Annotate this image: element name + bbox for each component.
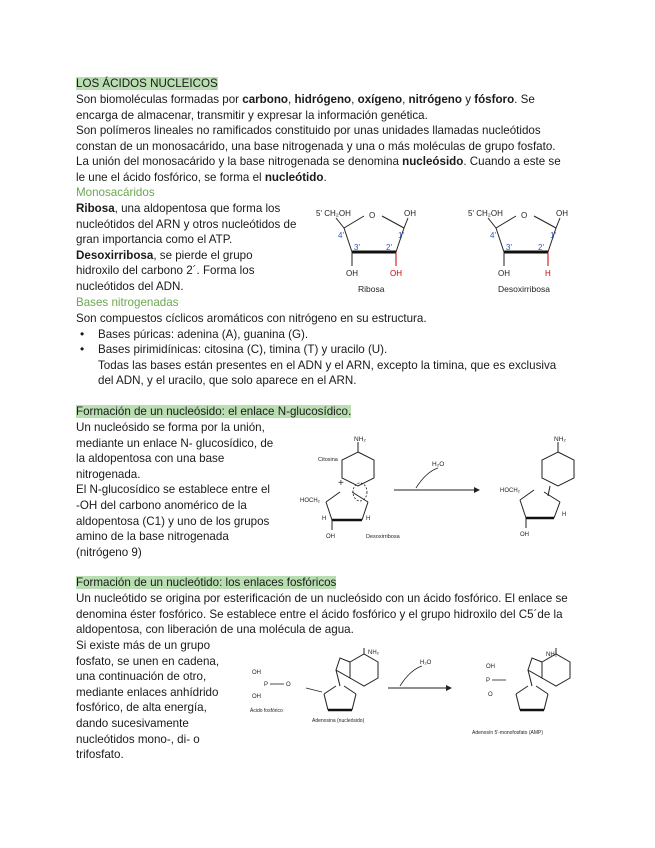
list-item: • Bases púricas: adenina (A), guanina (G). xyxy=(76,327,576,343)
intro-line: Son polímeros lineales no ramificados constituido por unas unidades llamadas nucleótidos xyxy=(76,124,541,138)
page-title: LOS ÁCIDOS NUCLEICOS xyxy=(76,77,218,90)
oh-label: OH xyxy=(252,694,261,700)
sugar-label: Desoxirribosa xyxy=(366,534,400,540)
h-label: H xyxy=(545,269,551,278)
section-heading-nucleotido: Formación de un nucleótido: los enlaces fosfóricos xyxy=(76,576,337,589)
nh2-label: NH₂ xyxy=(546,652,557,658)
c4-label: 4' xyxy=(490,231,496,240)
c3-label: 3' xyxy=(354,243,360,252)
nh2-label: NH₂ xyxy=(554,436,566,443)
nucleotido-text: Un nucleótido se origina por esterificación de un nucleósido con un ácido fosfórico. El enlace se denomina éster fosfórico. Se establece entre el ácido fosfórico y el grupo hidroxilo del C5´de la aldopentosa, con liberación de una molécula de agua. xyxy=(76,592,568,637)
bases-list xyxy=(76,327,576,358)
o-label: O xyxy=(286,682,291,688)
p-label: P xyxy=(486,678,491,684)
ring-oxygen: O xyxy=(521,211,528,220)
oh-label: OH xyxy=(252,670,261,676)
p-label: P xyxy=(264,682,269,688)
nucleotide-figure xyxy=(250,648,580,748)
c1-label: 1' xyxy=(550,231,556,240)
ring-oxygen: O xyxy=(369,211,376,220)
sugars-figure xyxy=(312,200,587,300)
oh-label: OH xyxy=(346,269,358,278)
intro-line: Son biomoléculas formadas por carbono, hidrógeno, oxígeno, nitrógeno y fósforo. Se xyxy=(76,93,535,106)
c5-label: 5' CH₂OH xyxy=(468,209,503,218)
intro-line: La unión del monosacárido y la base nitrogenada se denomina nucleósido. Cuando a este se xyxy=(76,155,561,169)
c1-label: 1' xyxy=(398,231,404,240)
c2-label: 2' xyxy=(386,243,392,252)
plus-sign: + xyxy=(338,478,344,489)
intro-line: encarga de almacenar, transmitir y expresar la información genética. xyxy=(76,108,428,122)
nucleoside-label: Adenosina (nucleósido) xyxy=(312,718,365,724)
section-heading-bases: Bases nitrogenadas xyxy=(76,296,179,309)
desoxirribosa-label: Desoxirribosa xyxy=(498,284,550,294)
monosacaridos-text: Ribosa, una aldopentosa que forma los nucleótidos del ARN y otros nucleótidos de gran importancia como el ATP. Desoxirribosa, se pierde el grupo hidroxilo del carbono 2´. Forma los nucleótidos del ADN. xyxy=(76,202,297,293)
water-label: H₂O xyxy=(432,461,445,468)
hoch2-label: HOCH₂ xyxy=(300,498,320,504)
oh-label: OH xyxy=(498,269,510,278)
o-label: O xyxy=(488,692,493,698)
oh-label: OH xyxy=(390,269,402,278)
bases-text: Son compuestos cíclicos aromáticos con nitrógeno en su estructura. • Bases púricas: adenina (A), guanina (G). • Bases pirimidínicas: citosina (C), timina (T) y uracilo (U). Todas las bases están presentes en el ADN y el ARN, excepto la timina, que es exclusiva del ADN, y el uracilo, que solo aparece en el ARN. xyxy=(76,311,576,389)
c5-label: 5' CH₂OH xyxy=(316,209,351,218)
nucleotido-side-text: Si existe más de un grupo fosfato, se unen en cadena, una continuación de otro, mediante enlaces anhídrido fosfórico, de alta energía, dando sucesivamente nucleótidos mono-, di- o trifosfato. xyxy=(76,639,220,762)
list-item: • Bases pirimidínicas: citosina (C), timina (T) y uracilo (U). xyxy=(76,342,576,358)
oh-label: OH xyxy=(556,209,568,218)
nucleosido-text: Un nucleósido se forma por la unión, mediante un enlace N- glucosídico, de la aldopentosa con una base nitrogenada. El N-glucosídico se establece entre el -OH del carbono anomérico de la aldopentosa (C1) y uno de los grupos amino de la base nitrogenada (nitrógeno 9) xyxy=(76,421,274,559)
intro-paragraph xyxy=(76,92,576,186)
intro-line: le une el ácido fosfórico, se forma el nucleótido. xyxy=(76,170,327,184)
ribose-structure xyxy=(316,209,416,294)
deoxyribose-structure xyxy=(468,209,568,294)
nh2-label: NH₂ xyxy=(354,436,366,443)
nucleoside-figure xyxy=(296,432,586,544)
product-label: Adenosín 5'-monofosfato (AMP) xyxy=(472,730,543,736)
h-label: H xyxy=(322,516,327,522)
water-label: H₂O xyxy=(420,660,432,666)
oh-label: OH xyxy=(404,209,416,218)
h-label: H xyxy=(562,512,567,518)
acid-label: Ácido fosfórico xyxy=(250,708,283,714)
ribosa-label: Ribosa xyxy=(358,284,385,294)
intro-line: constan de un monosacárido, una base nitrogenada y una o más moléculas de grupo fosfato. xyxy=(76,139,556,153)
nh2-label: NH₂ xyxy=(368,650,379,656)
oh-label: OH xyxy=(326,534,335,540)
c4-label: 4' xyxy=(338,231,344,240)
oh-label: OH xyxy=(486,664,495,670)
hoch2-label: HOCH₂ xyxy=(500,488,520,494)
section-heading-monosacaridos: Monosacáridos xyxy=(76,186,155,199)
c3-label: 3' xyxy=(506,243,512,252)
base-label: Citosina xyxy=(318,457,338,463)
h-label: H xyxy=(366,516,371,522)
c2-label: 2' xyxy=(538,243,544,252)
oh-label: OH xyxy=(520,532,529,538)
section-heading-nucleosido: Formación de un nucleósido: el enlace N-glucosídico. xyxy=(76,405,352,418)
